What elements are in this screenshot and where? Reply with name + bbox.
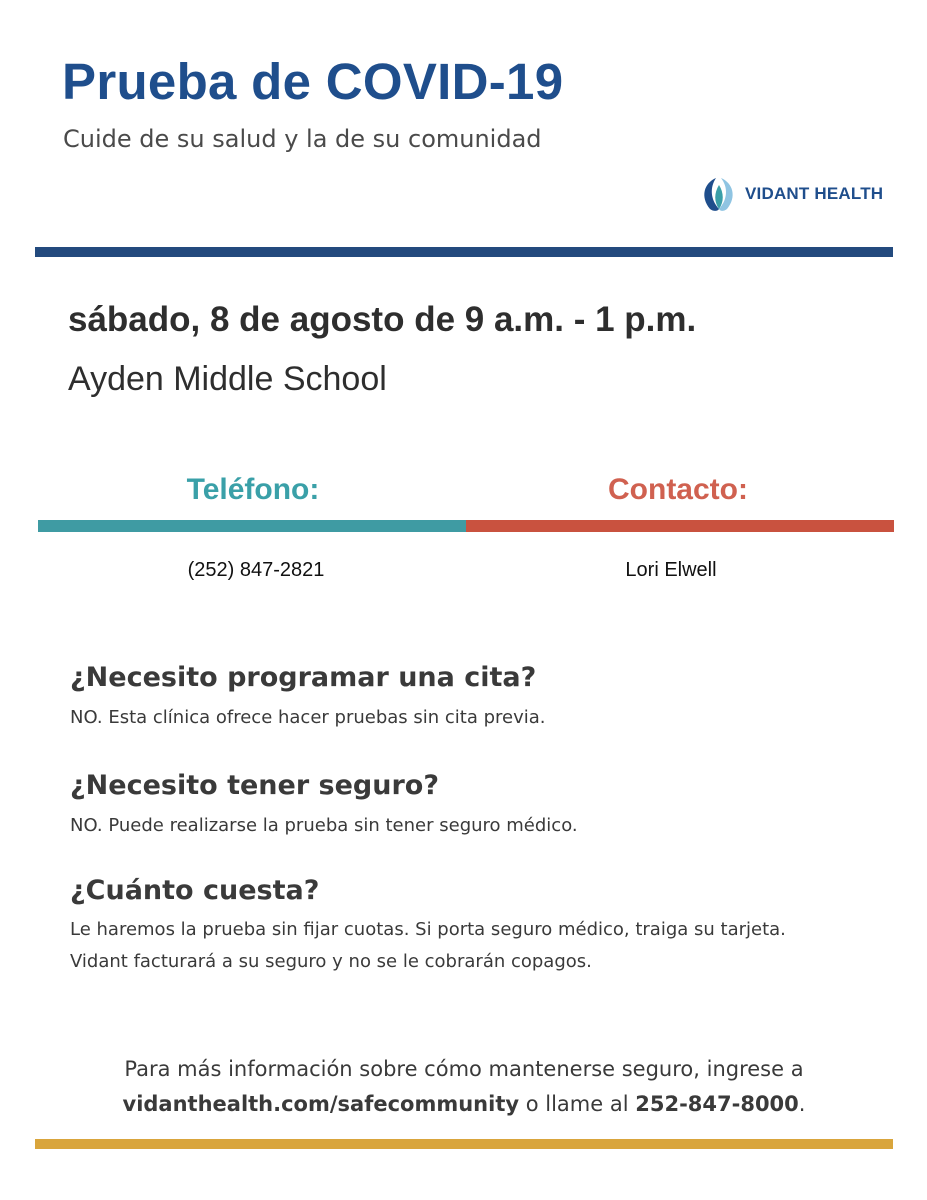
page-subtitle: Cuide de su salud y la de su comunidad [63,125,542,153]
faq-question: ¿Cuánto cuesta? [70,875,320,906]
footer-info [40,1052,888,1122]
vidant-logo [700,175,883,213]
logo-text: VIDANT HEALTH [745,184,884,203]
footer-divider [35,1139,893,1149]
event-date-time: sábado, 8 de agosto de 9 a.m. - 1 p.m. [68,300,697,339]
phone-number: (252) 847-2821 [187,559,325,581]
faq-answer: Le haremos la prueba sin fijar cuotas. Si porta seguro médico, traiga su tarjeta. Vidant facturará a su seguro y no se le cobrarán copagos. [70,919,786,972]
contact-divider [466,520,894,532]
footer-website-link[interactable]: vidanthealth.com/safecommunity [122,1092,520,1116]
faq-answer: NO. Puede realizarse la prueba sin tener seguro médico. [70,815,578,836]
header-divider [35,247,893,257]
footer-line: Para más información sobre cómo mantenerse seguro, ingrese a [124,1057,804,1081]
faq-question: ¿Necesito programar una cita? [70,662,537,693]
contact-name: Lori Elwell [625,559,717,581]
footer-end: . [798,1092,806,1116]
contact-heading: Contacto: [608,473,748,506]
phone-heading: Teléfono: [186,473,320,506]
faq-question: ¿Necesito tener seguro? [70,770,439,801]
event-location: Ayden Middle School [68,360,387,398]
phone-divider [38,520,466,532]
footer-phone: 252-847-8000 [635,1092,799,1116]
faq-answer: NO. Esta clínica ofrece hacer pruebas sin cita previa. [70,707,546,728]
footer-middle-text: o llame al [519,1092,636,1116]
page-title: Prueba de COVID-19 [62,53,564,110]
vidant-leaf-icon [700,175,738,213]
